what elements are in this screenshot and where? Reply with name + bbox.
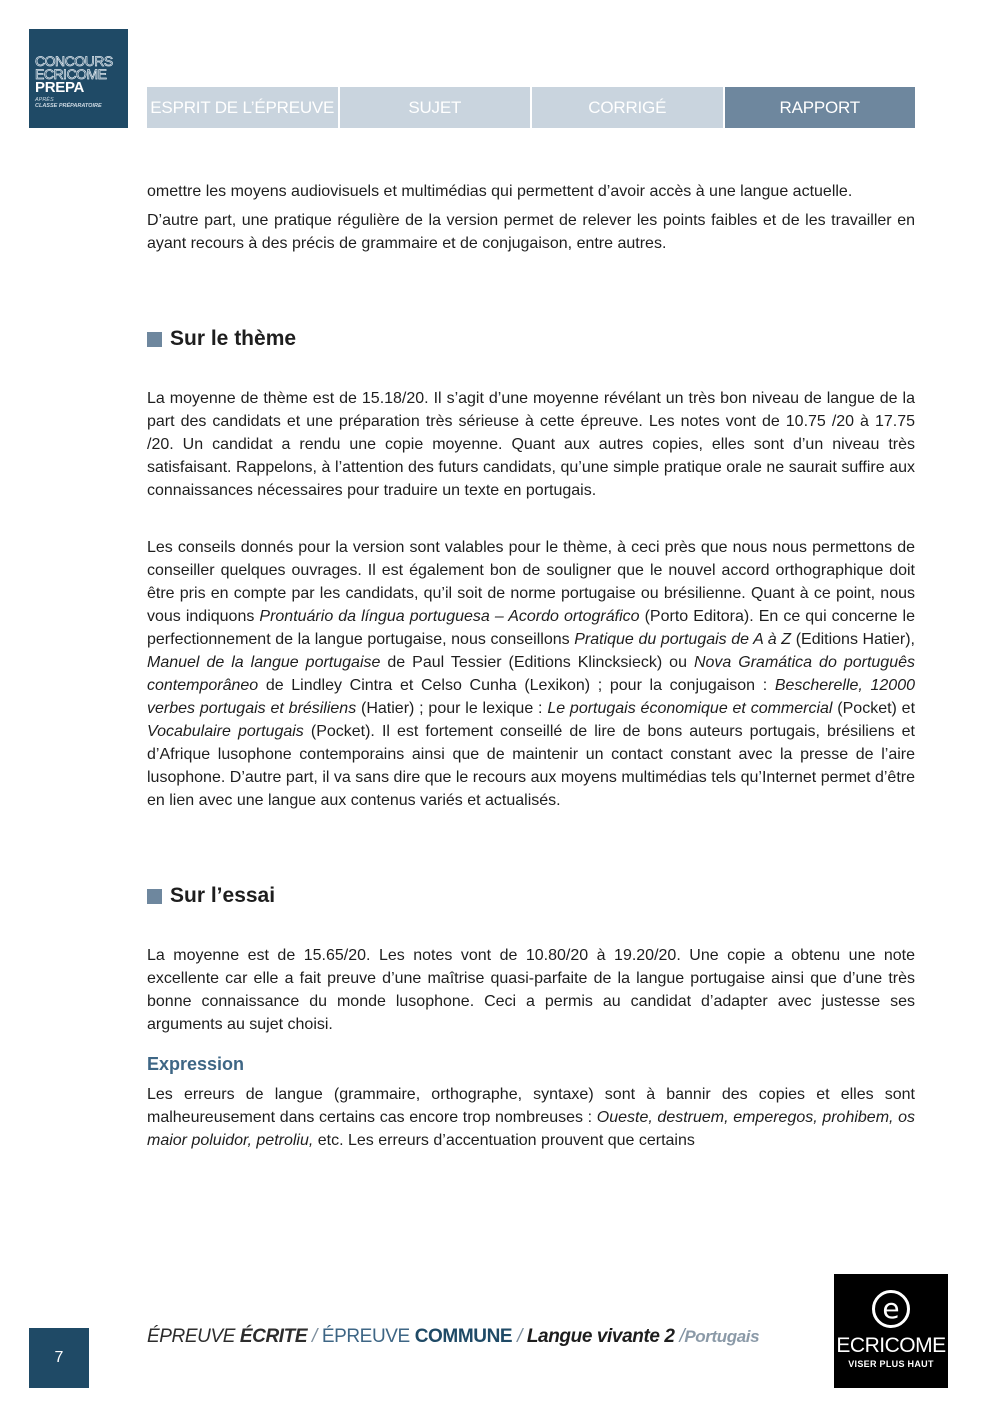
- book-title: Pratique du portugais de A à Z: [574, 631, 792, 648]
- book-title: Manuel de la langue portugaise: [147, 654, 381, 671]
- book-title: Prontuário da língua portuguesa – Acordo ortográfico: [259, 608, 640, 625]
- footer-exam-label: ÉPREUVE ÉCRITE / ÉPREUVE COMMUNE / Langue vivante 2 /Portugais: [147, 1326, 760, 1347]
- essai-heading: [147, 884, 915, 908]
- tab-esprit-epreuve[interactable]: ESPRIT DE L’ÉPREUVE: [147, 87, 338, 128]
- logo-line-classe: CLASSE PRÉPARATOIRE: [35, 103, 102, 109]
- page-number: 7: [29, 1328, 89, 1388]
- logo-line-prepa: PREPA: [35, 79, 85, 96]
- ecricome-emblem-icon: e: [872, 1290, 910, 1328]
- essai-heading-text: Sur l’essai: [170, 884, 276, 907]
- square-bullet-icon: [147, 889, 162, 904]
- error-examples: Oueste, destruem, emperegos, prohibem, os maior poluidor, petroliu,: [147, 1109, 915, 1149]
- ecricome-logo-tagline: VISER PLUS HAUT: [848, 1359, 934, 1369]
- theme-heading-text: Sur le thème: [170, 327, 297, 350]
- square-bullet-icon: [147, 332, 162, 347]
- tab-corrige[interactable]: CORRIGÉ: [532, 87, 723, 128]
- tab-sujet[interactable]: SUJET: [340, 87, 531, 128]
- theme-paragraph-2: Les conseils donnés pour la version sont valables pour le thème, à ceci près que nous nous permettons de conseiller quelques ouvrages. Il est également bon de souligner que le nouvel accord orthographique doit être pris en compte par les candidats, qu’il soit de norme portugaise ou brésilienne. Quant à ce point, nous vous indiquons Prontuário da língua portuguesa – Acordo ortográfico (Porto Editora). En ce qui concerne le perfectionnement de la langue portugaise, nous conseillons Pratique du portugais de A à Z (Editions Hatier), Manuel de la langue portugaise de Paul Tessier (Editions Klincksieck) ou Nova Gramática do português contemporâneo de Lindley Cintra et Celso Cunha (Lexikon) ; pour la conjugaison : Bescherelle, 12000 verbes portugais et brésiliens (Hatier) ; pour le lexique : Le portugais économique et commercial (Pocket) et Vocabulaire portugais (Pocket). Il est fortement conseillé de lire de bons auteurs portugais, brésiliens et d’Afrique lusophone contemporains ainsi que de maintenir un contact constant avec la presse de l’aire lusophone. D’autre part, il va sans dire que le recours aux moyens multimédias tels qu’Internet permet d’être en lien avec une langue aux contenus variés et actualisés.: [147, 539, 916, 809]
- theme-heading: [147, 327, 915, 351]
- tab-rapport[interactable]: RAPPORT: [725, 87, 916, 128]
- expression-subheading: Expression: [147, 1054, 245, 1074]
- report-content: [147, 180, 915, 1152]
- intro-paragraph-1: omettre les moyens audiovisuels et multimédias qui permettent d’avoir accès à une langue actuelle.: [147, 183, 853, 200]
- intro-paragraph-2: D’autre part, une pratique régulière de la version permet de relever les points faibles et de les travailler en ayant recours à des précis de grammaire et de conjugaison, entre autres.: [147, 212, 915, 252]
- theme-paragraph-1: La moyenne de thème est de 15.18/20. Il s’agit d’une moyenne révélant un très bon niveau de langue de la part des candidats et une préparation très sérieuse à cette épreuve. Les notes vont de 10.75 /20 à 17.75 /20. Un candidat a rendu une copie moyenne. Quant aux autres copies, elles sont d’un niveau très satisfaisant. Rappelons, à l’attention des futurs candidats, qu’une simple pratique orale ne saurait suffire aux connaissances nécessaires pour traduire un texte en portugais.: [147, 390, 915, 499]
- book-title: Vocabulaire portugais: [147, 723, 304, 740]
- logo-line-concours: CONCOURS: [35, 53, 113, 69]
- expression-paragraph: Les erreurs de langue (grammaire, orthographe, syntaxe) sont à bannir des copies et elles sont malheureusement dans certains cas encore trop nombreuses : Oueste, destruem, emperegos, prohibem, os maior poluidor, petroliu, etc. Les erreurs d’accentuation prouvent que certains: [147, 1086, 915, 1149]
- logo-line-apres: APRÈS: [35, 97, 54, 103]
- ecricome-logo-name: ECRICOME: [836, 1334, 946, 1357]
- ecricome-logo: [834, 1274, 948, 1388]
- essai-paragraph-1: La moyenne est de 15.65/20. Les notes vont de 10.80/20 à 19.20/20. Une copie a obtenu une note excellente car elle a fait preuve d’une maîtrise quasi-parfaite de la langue portugaise ainsi que d’une très bonne connaissance du monde lusophone. Ceci a permis au candidat d’adapter avec justesse ses arguments au sujet choisi.: [147, 947, 915, 1033]
- section-tabs: [147, 87, 915, 128]
- book-title: Bescherelle, 12000 verbes portugais et brésiliens: [147, 677, 916, 717]
- book-title: Le portugais économique et commercial: [547, 700, 833, 717]
- logo-line-ecricome: ECRICOME: [35, 66, 107, 82]
- book-title: Nova Gramática do português contemporâneo: [147, 654, 915, 694]
- ecricome-prepa-logo: [29, 29, 128, 128]
